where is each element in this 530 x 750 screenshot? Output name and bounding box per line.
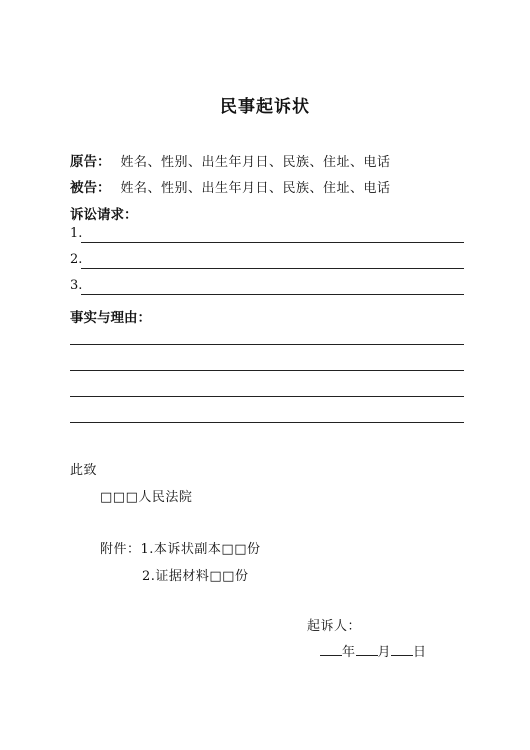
facts-line [70, 344, 464, 345]
attachment-row-1 [100, 538, 261, 557]
claims-label: 诉讼请求： [70, 207, 138, 223]
signer-label: 起诉人： [307, 619, 362, 634]
document-title: 民事起诉状 [220, 97, 310, 117]
year-label: 年 [342, 645, 356, 660]
claim-underline [81, 242, 464, 243]
defendant-value: 姓名、性别、出生年月日、民族、住址、电话 [120, 181, 391, 196]
claims-heading [70, 203, 138, 223]
year-blank [320, 643, 342, 656]
claim-underline [81, 294, 464, 295]
claim-line-3 [70, 277, 464, 295]
attachment-label: 附件： [100, 542, 141, 557]
claim-line-2 [70, 251, 464, 269]
claim-underline [81, 268, 464, 269]
facts-heading [70, 306, 151, 326]
claim-number: 3. [70, 278, 83, 293]
plaintiff-row [70, 150, 391, 170]
plaintiff-label: 原告： [70, 154, 111, 170]
defendant-label: 被告： [70, 180, 111, 196]
date-row [320, 641, 427, 660]
defendant-row [70, 176, 391, 196]
attachment-item-1: 1.本诉状副本□□份 [140, 542, 261, 557]
claim-number: 1. [70, 226, 83, 241]
facts-line [70, 396, 464, 397]
salutation: 此致 [70, 463, 98, 478]
plaintiff-value: 姓名、性别、出生年月日、民族、住址、电话 [120, 155, 391, 170]
month-label: 月 [377, 645, 392, 660]
claim-number: 2. [70, 252, 83, 267]
facts-line [70, 422, 464, 423]
day-blank [391, 643, 413, 656]
day-label: 日 [413, 645, 427, 660]
facts-line [70, 370, 464, 371]
claim-line-1 [70, 225, 464, 243]
month-blank [356, 643, 378, 656]
facts-label: 事实与理由： [70, 310, 151, 326]
court-name: □□□人民法院 [100, 490, 193, 505]
attachment-item-2: 2.证据材料□□份 [142, 569, 249, 584]
